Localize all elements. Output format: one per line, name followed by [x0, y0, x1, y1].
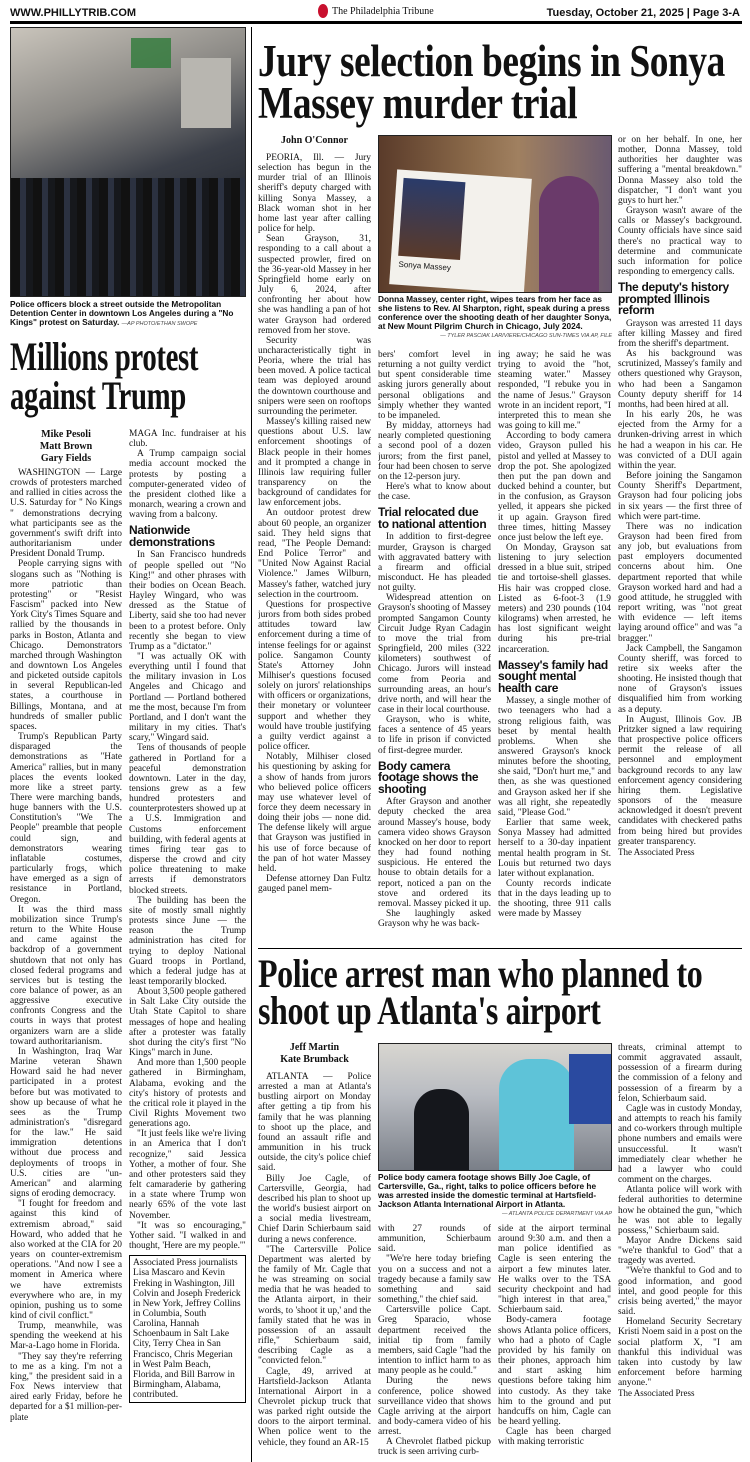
paragraph: Cagle was in custody Monday, and attempts to reach his family and co-workers through multiple phone numbers and emails were unsuccessful. It wasn't immediately clear whether he had a lawyer who could comment on the charges. [618, 1103, 742, 1186]
jury-byline: John O'Connor [281, 135, 348, 146]
jury-photo [378, 135, 612, 293]
tribune-logo-icon [318, 4, 328, 18]
paragraph: Massey's killing raised new questions about U.S. law enforcement shootings of Black people in their homes and it prompted a change in Illinois law requiring fuller transparency on the background of candidates for law enforcement jobs. [258, 417, 371, 509]
paragraph: side at the airport terminal around 9:30 a.m. and then a man police identified as Cagle is seen entering the airport a few minutes later. He walks over to the TSA security checkpoint and had "high interest in that area," Schierbaum said. [498, 1224, 611, 1316]
protest-bylines [10, 429, 122, 465]
paragraph: By midday, attorneys had nearly completed questioning a second pool of a dozen jurors; from the first panel, four had been chosen to serve on the 12-person jury. [378, 421, 491, 482]
jury-photo-credit: — TYLER PASCIAK LARIVIERE/CHICAGO SUN-TIMES VIA AP, FILE [440, 333, 612, 339]
jury-column-4 [618, 135, 742, 945]
paragraph: In August, Illinois Gov. JB Pritzker signed a law requiring that prospective police officers permit the release of all personnel and employment background records to any law enforcement agency considering hiring them. Legislative sponsors of the measure acknowledged it doesn't prevent candidates with checkered paths from being hired but provides greater transparency. [618, 714, 742, 847]
paper-name: The Philadelphia Tribune [332, 5, 434, 17]
jury-column-3 [498, 350, 611, 945]
subheading: Body camera footage shows the shooting [378, 758, 479, 796]
paragraph: Homeland Security Secretary Kristi Noem said in a post on the social platform X, "I am thankful this individual was taken into custody by law enforcement before harming anyone." [618, 1317, 742, 1389]
paragraph: PEORIA, Ill. — Jury selection has begun in the murder trial of an Illinois sheriff's deputy charged with killing Sonya Massey, a Black woman shot in her home last year after calling police for help. [258, 153, 371, 235]
paragraph: According to body camera video, Grayson pulled his pistol and yelled at Massey to drop the pot. She apologized then put the pan down and ducked behind a counter, but in the confusion, as Grayson yelled, it appears she picked it up again. Grayson fired three times, hitting Massey once just below the left eye. [498, 431, 611, 543]
wire-credit: The Associated Press [618, 1388, 695, 1399]
paragraph: In San Francisco hundreds of people spelled out "No King!" and other phrases with their bodies on Ocean Beach. Hayley Wingard, who was dressed as the Statue of Liberty, said she too had never been to a protest before. Only recently she began to view Trump as a "dictator." [129, 550, 246, 652]
paragraph: She laughingly asked Grayson why he was back- [378, 909, 491, 930]
date-page: Tuesday, October 21, 2025 | Page 3-A [546, 7, 740, 19]
paragraph: The building has been the site of mostly small nightly protests since June — the reason the Trump administration has cited for trying to deploy National Guard troops in Portland, which a federal judge has at least temporarily blocked. [129, 895, 246, 987]
subheading: Massey's family had sought mental health care [498, 657, 608, 695]
paragraph: Jack Campbell, the Sangamon County sheriff, was forced to retire six weeks after the shooting. He insisted though that none of Grayson's issues disqualified him from working as a deputy. [618, 643, 742, 715]
header-rule [10, 21, 742, 24]
jury-column-2 [378, 350, 491, 945]
airport-column-2 [378, 1224, 491, 1462]
airport-column-3 [498, 1224, 611, 1462]
airport-photo-caption: Police body camera footage shows Billy Joe Cagle, of Cartersville, Ga., right, talks to police officers before he was arrested inside the domestic terminal at Hartsfield-Jackson Atlanta International Airport in Atlanta. — ATLANTA POLICE DEPARTMENT VIA AP [378, 1172, 612, 1217]
airport-photo-credit: — ATLANTA POLICE DEPARTMENT VIA AP [501, 1211, 612, 1217]
paragraph: "The Cartersville Police Department was alerted by the family of Mr. Cagle that he was streaming on social media that he was headed to the Atlanta airport, in their words, to 'shoot it up,' and the family stated that he was in possession of an assault rifle," Schierbaum said, describing Cagle as a "convicted felon." [258, 1244, 371, 1367]
paragraph: Defense attorney Dan Fultz gauged panel mem- [258, 874, 371, 895]
airport-column-4 [618, 1043, 742, 1462]
wire-credit: The Associated Press [618, 846, 695, 857]
paragraph: People carrying signs with slogans such as "Nothing is more patriotic than protesting" or "Resist Fascism" packed into New York City's Times Square and rallied by the thousands in parks in Boston, Atlanta and Chicago. Demonstrators marched through Washington and downtown Los Angeles and picketed outside capitols in several Republican-led states, a courthouse in Billings, Montana, and at hundreds of smaller public spaces. [10, 559, 122, 732]
paragraph: "It just feels like we're living in an America that I don't recognize," said Jessica Yother, a mother of four. She and other protesters said they felt camaraderie by gathering in a state where Trump won nearly 65% of the vote last November. [129, 1129, 246, 1221]
paragraph: Questions for prospective jurors from both sides probed attitudes toward law enforcement during a time of intense feelings for or against police. Sangamon County State's Attorney John Milhiser's questions focused solely on jurors' relationships with officers or organizations, their monetary or volunteer support and whether they would have trouble justifying a guilty verdict against a police officer. [258, 599, 371, 753]
byline: Gary Fields [40, 453, 92, 464]
paragraph: During the news conference, police showed surveillance video that shows Cagle arriving at the airport and body-camera video of his arrest. [378, 1376, 491, 1438]
protest-column-2 [129, 429, 246, 1462]
protest-column-1 [10, 468, 122, 1462]
protest-headline: Millions protest against Trump [10, 334, 199, 418]
paragraph: Widespread attention on Grayson's shooting of Massey prompted Sangamon County Circuit Judge Ryan Cadagin to move the trial from Springfield, 200 miles (322 kilometers) southwest of Chicago. Jurors will instead come from Peoria and surrounding areas, an hour's drive north, and will hear the case in their local courthouse. [378, 593, 491, 715]
paragraph: with 27 rounds of ammunition, Schierbaum said. [378, 1224, 491, 1255]
jury-column-1 [258, 153, 371, 945]
paragraph: About 3,500 people gathered in Salt Lake City outside the Utah State Capitol to share messages of hope and healing after a protester was fatally shot during the city's first "No Kings" march in June. [129, 987, 246, 1059]
paragraph: threats, criminal attempt to commit aggravated assault, possession of a firearm during the commission of a felony and possession of a firearm by a felon, Schierbaum said. [618, 1043, 742, 1104]
jury-photo-caption: Donna Massey, center right, wipes tears from her face as she listens to Rev. Al Sharpton, right, speak during a press conference over the shooting death of her daughter Sonya, at New Mount Pilgrim Church in Chicago, July 2024. — TYLER PASCIAK LARIVIERE/CHICAGO SUN-TIMES VIA AP, FILE [378, 294, 612, 339]
protest-photo [10, 27, 246, 297]
paragraph: Trump, meanwhile, was spending the weekend at his Mar-a-Lago home in Florida. [10, 1321, 122, 1352]
paragraph: Grayson was arrested 11 days after killing Massey and fired from the sheriff's department. [618, 318, 742, 349]
story-divider [258, 948, 742, 949]
paragraph: Before joining the Sangamon County Sheriff's Department, Grayson had four policing jobs in six years — the first three of which were part-time. [618, 471, 742, 522]
paragraph: Mayor Andre Dickens said "we're thankful to God" that a tragedy was averted. [618, 1235, 742, 1267]
paragraph: Trump's Republican Party disparaged the demonstrations as "Hate America" rallies, but in many places the events looked more like a street party. There were marching bands, huge banners with the U.S. Constitution's "We The People" preamble that people could sign, and demonstrators wearing inflatable costumes, particularly frogs, which have emerged as a sign of resistance in Portland, Oregon. [10, 732, 122, 905]
paragraph: Atlanta police will work with federal authorities to determine how he obtained the gun, "which he was not able to legally possess," Schierbaum said. [618, 1185, 742, 1236]
byline: Jeff Martin [289, 1042, 340, 1053]
paragraph: Grayson wasn't aware of the calls or Massey's background. County officials have since said there's no practical way to determine and communicate such information for police responding to emergency calls. [618, 206, 742, 278]
airport-headline: Police arrest man who planned to shoot up Atlanta's airport [258, 951, 703, 1033]
subheading: The deputy's history prompted Illinois reform [618, 280, 729, 318]
paragraph: Notably, Milhiser closed his questioning by asking for a show of hands from jurors who believed police officers may use whatever level of force they deem necessary in doing their jobs — none did. The defense likely will argue that Grayson was justified in his use of force because of the pan of hot water Massey held. [258, 752, 371, 874]
paragraph: In Washington, Iraq War Marine veteran Shawn Howard said he had never participated in a protest before but was motivated to show up because of what he sees as the Trump administration's "disregard for the law." He said immigration detentions without due process and deployments of troops in U.S. cities are "un-American" and alarming signs of eroding democracy. [10, 1046, 122, 1200]
column-divider [251, 27, 252, 1462]
paragraph: MAGA Inc. fundraiser at his club. [129, 429, 246, 450]
paragraph: An outdoor protest drew about 60 people, an organizer said. They held signs that read, "The People Demand: End Police Terror" and "United Now Against Racial Violence." James Wilburn, Massey's father, watched jury selection in the courtroom. [258, 508, 371, 600]
paragraph: Grayson, who is white, faces a sentence of 45 years to life in prison if convicted of first-degree murder. [378, 715, 491, 756]
paragraph: Earlier that same week, Sonya Massey had admitted herself to a 30-day inpatient mental health program in St. Louis but returned two days later without explanation. [498, 818, 611, 879]
paragraph: It was the third mass mobilization since Trump's return to the White House and came against the backdrop of a government shutdown that not only has closed federal programs and services but is testing the core balance of power, as an aggressive executive confronts Congress and the courts in ways that protest organizers warn are a slide toward authoritarianism. [10, 904, 122, 1047]
site-url[interactable]: WWW.PHILLYTRIB.COM [10, 7, 137, 19]
paragraph: A Trump campaign social media account mocked the protests by posting a computer-generated video of the president clothed like a monarch, wearing a crown and waving from a balcony. [129, 449, 246, 521]
subheading: Trial relocated due to national attention [378, 505, 487, 531]
airport-bylines [258, 1042, 371, 1066]
paragraph: bers' comfort level in returning a not guilty verdict but spent considerable time asking jurors generally about personal obligations and simply whether they wanted to be impaneled. [378, 350, 491, 421]
protest-photo-caption: Police officers block a street outside the Metropolitan Detention Center in downtown Los Angeles during a "No Kings" protest on Saturday. —AP PHOTO/ETHAN SWOPE [10, 299, 234, 327]
paragraph: "They say they're referring to me as a king. I'm not a king," the president said in a Fox News interview that aired early Friday, before he departed for a $1 million-per-plate [10, 1351, 122, 1423]
paragraph: And more than 1,500 people gathered in Birmingham, Alabama, evoking and the city's history of protests and the critical role it played in the Civil Rights Movement two generations ago. [129, 1058, 246, 1130]
byline: Matt Brown [39, 441, 93, 452]
contributors-box: Associated Press journalists Lisa Mascaro and Kevin Freking in Washington, Jill Colvin and Joseph Frederick in New York, Jeffrey Collins in Columbia, South Carolina, Hannah Schoenbaum in Salt Lake City, Terry Chea in San Francisco, Chris Megerian in West Palm Beach, Florida, and Bill Barrow in Birmingham, Alabama, contributed. [129, 1255, 246, 1403]
protest-photo-credit: —AP PHOTO/ETHAN SWOPE [121, 321, 198, 327]
paragraph: As his background was scrutinized, Massey's family and others questioned why Grayson, who had been a Sangamon County deputy sheriff for 14 months, had been hired at all. [618, 349, 742, 410]
paragraph: In addition to first-degree murder, Grayson is charged with aggravated battery with a firearm and official misconduct. He has pleaded not guilty. [378, 532, 491, 594]
paragraph: Security was uncharacteristically tight in Peoria, where the trial has been moved. A police tactical team was deployed around the downtown courthouse and snipers were seen on rooftops surrounding the perimeter. [258, 335, 371, 417]
paragraph: "It was so encouraging," Yother said. "I walked in and thought, 'Here are my people.'" [129, 1220, 246, 1252]
jury-headline: Jury selection begins in Sonya Massey murder trial [258, 36, 725, 128]
paragraph: "I fought for freedom and against this kind of extremism abroad," said Howard, who added that he also worked at the CIA for 20 years on counter-extremism operations. "And now I see a moment in America where we have extremists everywhere who are, in my opinion, pushing us to some kind of civil conflict." [10, 1199, 122, 1321]
airport-photo [378, 1043, 612, 1171]
paragraph: Massey, a single mother of two teenagers who had a strong religious faith, was beset by mental health problems. When she answered Grayson's knock minutes before the shooting, she said, "Don't hurt me," and then, as she was questioned and Grayson asked her if she was all right, she repeatedly said, "Please God." [498, 696, 611, 818]
paragraph: "We're thankful to God and to good information, and good intel, and good people for this crisis being averted," the mayor said. [618, 1266, 742, 1318]
paragraph: Billy Joe Cagle, of Cartersville, Georgia, had described his plan to shoot up the world's busiest airport on a social media livestream, Chief Darin Schierbaum said during a news conference. [258, 1173, 371, 1245]
paragraph: Here's what to know about the case. [378, 482, 491, 503]
paragraph: Cagle, 49, arrived at Hartsfield-Jackson Atlanta International Airport in a Chevrolet pickup truck that was parked right outside the doors to the airport terminal. When police went to the vehicle, they found an AR-15 [258, 1366, 371, 1448]
photo-sign-text: Sonya Massey [398, 259, 452, 273]
paragraph: Tens of thousands of people gathered in Portland for a peaceful demonstration downtown. Later in the day, tensions grew as a few hundred protesters and counterprotesters showed up at a U.S. Immigration and Customs enforcement building, with federal agents at times firing tear gas to disperse the crowd and city police threatening to make arrests if demonstrators blocked streets. [129, 743, 246, 896]
paragraph: In his early 20s, he was ejected from the Army for a drunken-driving arrest in which he had a weapon in his car. He was convicted of a DUI again within the year. [618, 410, 742, 471]
paragraph: Sean Grayson, 31, responding to a call about a suspected prowler, fired on the 36-year-old Massey in her Springfield home early on July 6, 2024, after confronting her about how she was handling a pan of hot water Grayson had ordered removed from her stove. [258, 234, 371, 336]
subheading: Nationwide demonstrations [129, 523, 215, 549]
paragraph: Cartersville police Capt. Greg Sparacio, whose department received the initial tip from family members, said Cagle "had the intention to inflict harm to as many people as he could." [378, 1305, 491, 1377]
paragraph: Cagle has been charged with making terroristic [498, 1427, 611, 1448]
paragraph: "I was actually OK with everything until I found that the military invasion in Los Angeles and Chicago and Portland — Portland bothered me the most, because I'm from Portland, and I don't want the military in my cities. That's scary," Wingard said. [129, 651, 246, 744]
byline: Mike Pesoli [41, 429, 91, 440]
airport-column-1 [258, 1072, 371, 1462]
paragraph: Body-camera footage shows Atlanta police officers, who had a photo of Cagle provided by his family on their phones, approach him and start asking him questions before taking him into custody. As they take him to the ground and put handcuffs on him, Cagle can be heard yelling. [498, 1315, 611, 1427]
masthead [318, 4, 434, 18]
paragraph: or on her behalf. In one, her mother, Donna Massey, told authorities her daughter was suffering a "mental breakdown." Donna Massey also told the dispatcher, "I don't want you guys to hurt her." [618, 135, 742, 206]
paragraph: ATLANTA — Police arrested a man at Atlanta's bustling airport on Monday after getting a tip from his family that he was planning to shoot up the place, and found an assault rifle and ammunition in his truck outside, the city's police chief said. [258, 1072, 371, 1174]
paragraph: There was no indication Grayson had been fired from any job, but evaluations from past employers documented concerns about him. One department reported that while Grayson worked hard and had a good attitude, he struggled with report writing, was "not great with evidence — left items laying around office" and was "a bragger." [618, 521, 742, 644]
paragraph: County records indicate that in the days leading up to the shooting, three 911 calls were made by Massey [498, 879, 611, 920]
paragraph: WASHINGTON — Large crowds of protesters marched and rallied in cities across the U.S. Saturday for " No Kings " demonstrations decrying what participants see as the government's swift drift into authoritarianism under President Donald Trump. [10, 468, 122, 560]
paragraph: "We're here today briefing you on a success and not a tragedy because a family saw something and said something," the chief said. [378, 1254, 491, 1306]
paragraph: A Chevrolet flatbed pickup truck is seen arriving curb- [378, 1437, 491, 1458]
byline: Kate Brumback [280, 1054, 349, 1065]
paragraph: ing away; he said he was trying to avoid the "hot, steaming water." Massey responded, "I rebuke you in the name of Jesus." Grayson wrote in an incident report, "I interpreted this to mean she was going to kill me." [498, 350, 611, 432]
paragraph: On Monday, Grayson sat listening to jury selection dressed in a blue suit, striped tie and tortoise-shell glasses. His hair was cropped close. Listed as 6-foot-3 (1.9 meters) and 230 pounds (104 kilograms) when arrested, he has lost significant weight during his pre-trial incarceration. [498, 542, 611, 655]
paragraph: After Grayson and another deputy checked the area around Massey's house, body camera video shows Grayson knocked on her door to report they had found nothing suspicious. He entered the house to obtain details for a report, noticed a pan on the stove and ordered its removal. Massey picked it up. [378, 797, 491, 909]
